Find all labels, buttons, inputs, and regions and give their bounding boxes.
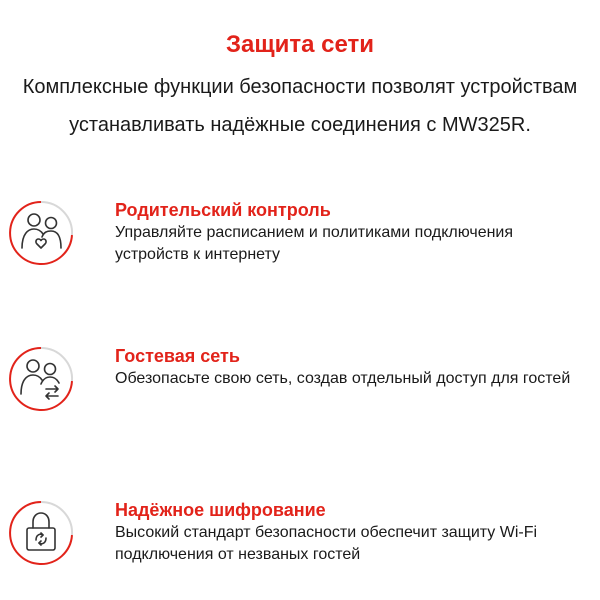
guest-network-icon [6, 344, 76, 420]
feature-title: Гостевая сеть [115, 346, 240, 366]
feature-title: Родительский контроль [115, 200, 331, 220]
page-title: Защита сети [225, 31, 375, 58]
feature-description: Высокий стандарт безопасности обеспечит защиту Wi-Fi подключения от незваных гостей [115, 524, 538, 563]
encryption-lock-icon [6, 498, 76, 574]
feature-guest-network [0, 344, 600, 434]
feature-description: Обезопасьте свою сеть, создав отдельный доступ для гостей [115, 370, 571, 387]
feature-parental-control [0, 198, 600, 288]
feature-title: Надёжное шифрование [115, 500, 326, 520]
subtitle-line-2: устанавливать надёжные соединения с MW325R. [69, 114, 531, 136]
page-subtitle [0, 68, 600, 144]
subtitle-line-1: Комплексные функции безопасности позволят устройствам [22, 76, 578, 98]
feature-encryption [0, 498, 600, 588]
parents-heart-icon [6, 198, 76, 274]
feature-description: Управляйте расписанием и политиками подключения устройств к интернету [115, 224, 514, 263]
